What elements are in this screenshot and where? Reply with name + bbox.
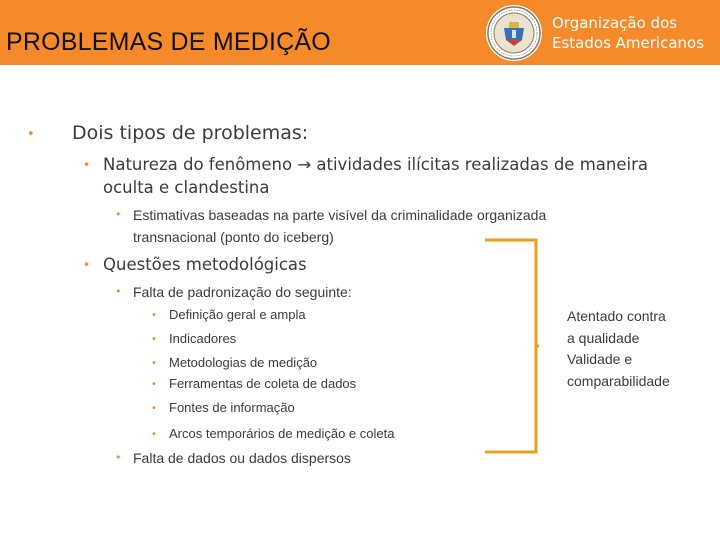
bullet-dot-icon: • bbox=[115, 208, 122, 221]
bracket-note bbox=[567, 306, 670, 392]
bullet-dot-icon: • bbox=[115, 285, 122, 298]
note-line1: Atentado contra bbox=[567, 308, 666, 324]
bullet-dot-icon: • bbox=[27, 127, 35, 142]
org-name-line2: Estados Americanos bbox=[552, 34, 705, 52]
level4-item: Ferramentas de coleta de dados bbox=[169, 376, 357, 391]
note-line4: comparabilidade bbox=[567, 372, 670, 389]
bullet-dot-icon: • bbox=[115, 451, 122, 464]
bullet-dot-icon: • bbox=[151, 358, 157, 369]
bullet-dot-icon: • bbox=[83, 258, 91, 272]
org-name bbox=[552, 13, 704, 53]
level4-item: Indicadores bbox=[169, 331, 237, 346]
bullet-dot-icon: • bbox=[151, 334, 157, 345]
level3-c-text: Falta de dados ou dados dispersos bbox=[133, 450, 351, 466]
bullet-dot-icon: • bbox=[83, 158, 91, 172]
level4-item: Definição geral e ampla bbox=[169, 307, 306, 322]
bullet-dot-icon: • bbox=[151, 403, 157, 414]
bullet-dot-icon: • bbox=[151, 310, 157, 321]
level2-b-text: Questões metodológicas bbox=[103, 255, 307, 274]
oas-seal-icon bbox=[485, 4, 543, 62]
level4-item: Arcos temporários de medição e coleta bbox=[169, 426, 395, 441]
page-title: PROBLEMAS DE MEDIÇÃO bbox=[6, 28, 331, 56]
bullet-dot-icon: • bbox=[151, 429, 157, 440]
level4-item: Metodologias de medição bbox=[169, 355, 318, 370]
grouping-bracket bbox=[485, 238, 539, 454]
level2-a-line1: Natureza do fenômeno → atividades ilícitas realizadas de maneira bbox=[103, 155, 648, 174]
level2-a-line2: oculta e clandestina bbox=[103, 178, 270, 197]
bullet-dot-icon: • bbox=[151, 379, 157, 390]
header-bar bbox=[0, 0, 720, 65]
org-name-line1: Organização dos bbox=[552, 14, 678, 32]
level3-b-text: Falta de padronização do seguinte: bbox=[133, 284, 352, 300]
note-line2: a qualidade bbox=[567, 329, 640, 346]
level1-text: Dois tipos de problemas: bbox=[72, 122, 309, 144]
level3-a-line1: Estimativas baseadas na parte visível da criminalidade organizada bbox=[133, 207, 547, 223]
level3-a-line2: transnacional (ponto do iceberg) bbox=[133, 229, 334, 245]
note-line3: Validade e bbox=[567, 351, 633, 367]
level4-item: Fontes de informação bbox=[169, 400, 295, 415]
